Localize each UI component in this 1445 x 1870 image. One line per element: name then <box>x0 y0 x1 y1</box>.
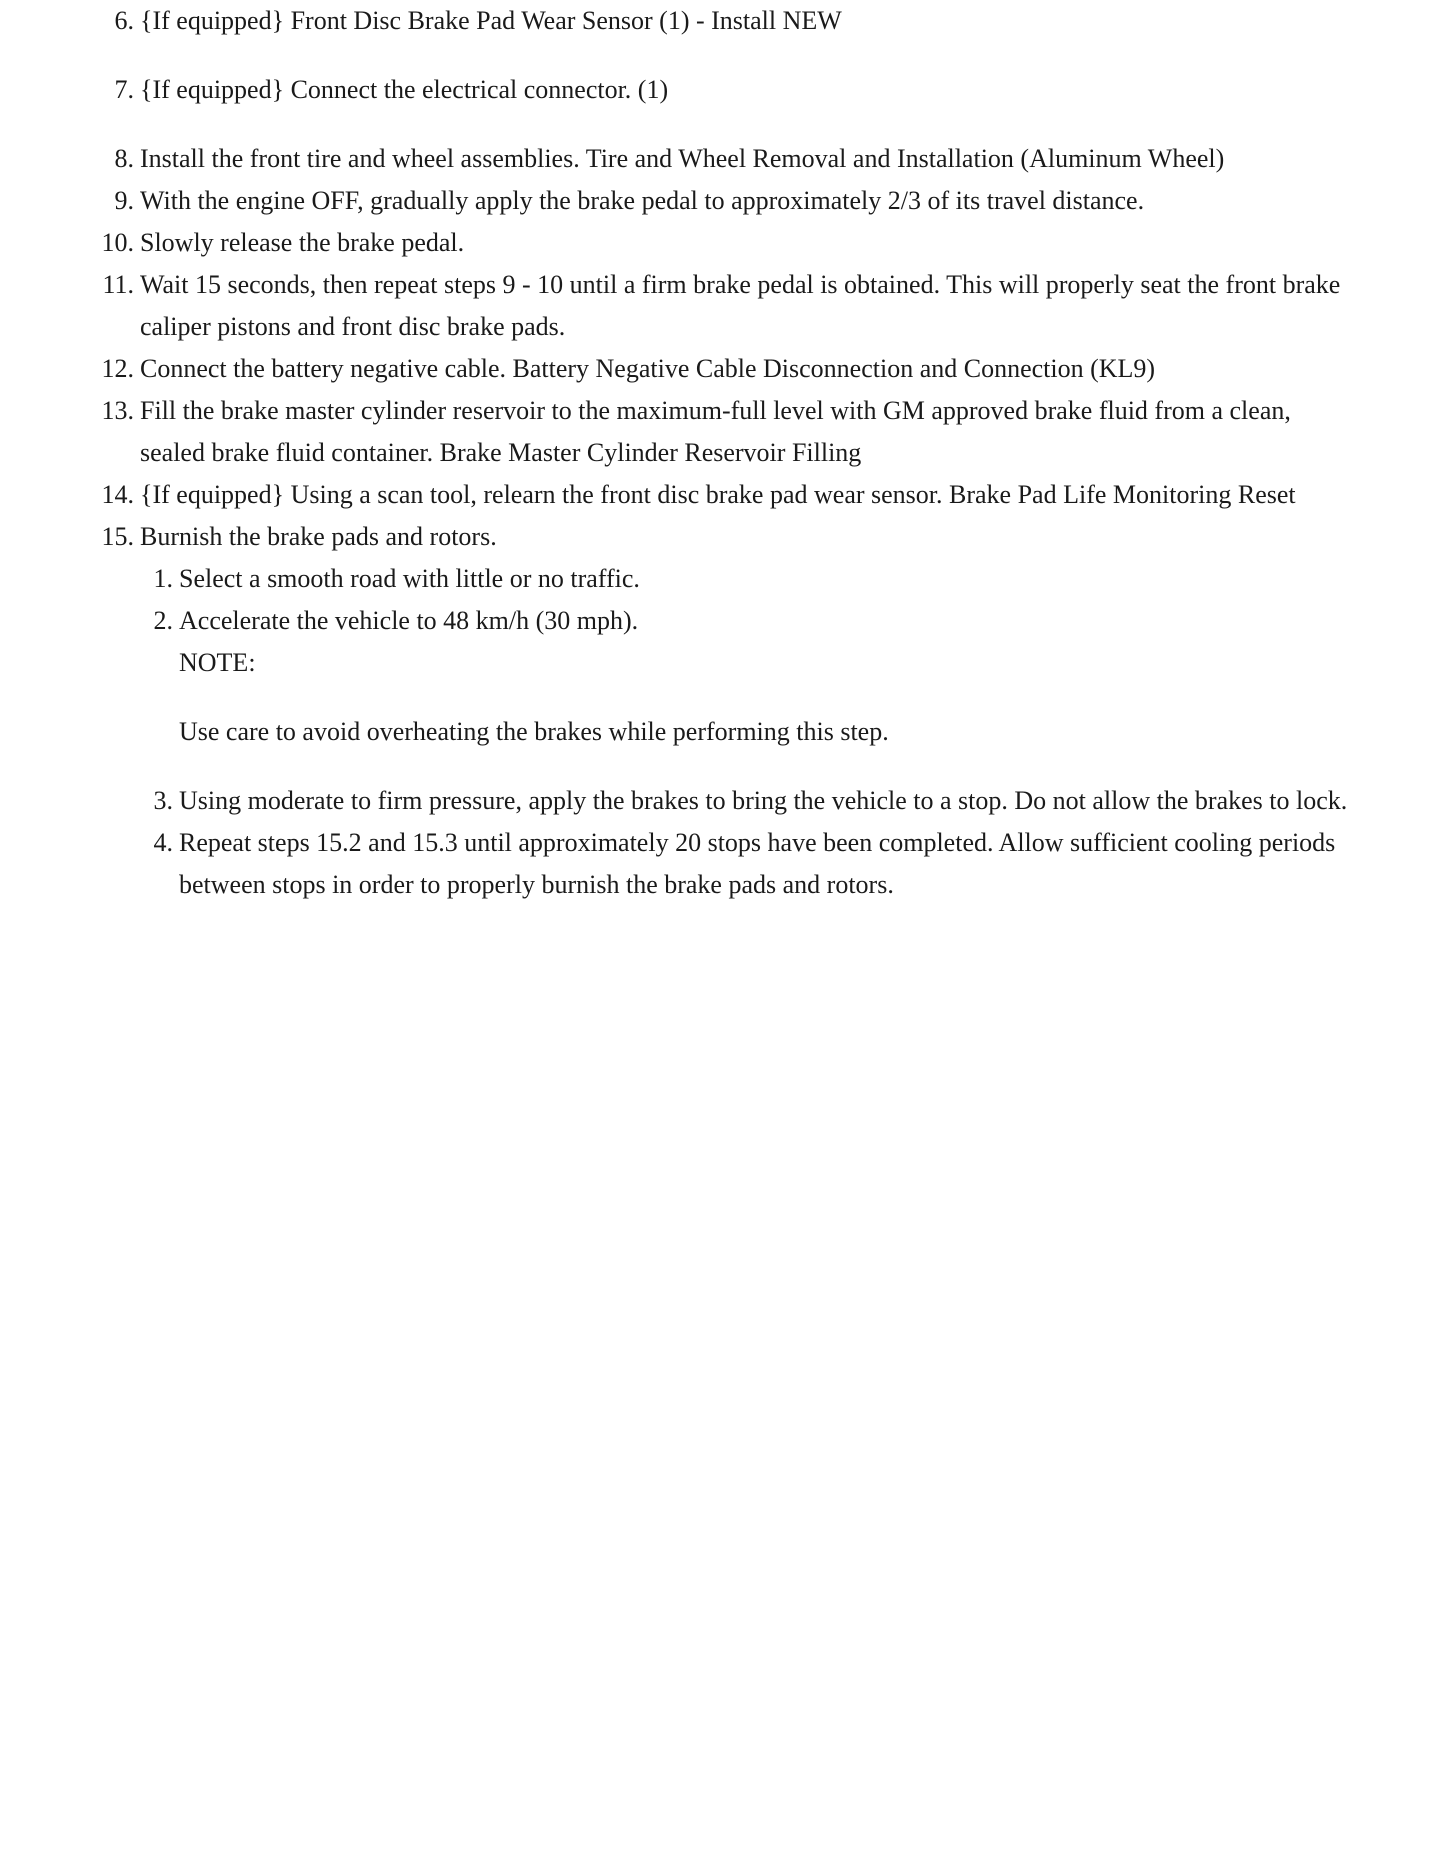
step-text: Fill the brake master cylinder reservoir to the maximum-full level with GM approved brake fluid from a clean, sealed brake fluid container. Brake Master Cylinder Reservoir Filling <box>140 396 1291 467</box>
substep-3 <box>153 780 1350 822</box>
step-14 <box>101 474 1350 516</box>
substep-text: Select a smooth road with little or no traffic. <box>179 564 640 593</box>
substep-number: 1. <box>153 564 173 593</box>
substep-number: 3. <box>153 786 173 815</box>
substep-number: 4. <box>153 828 173 857</box>
step-text: Slowly release the brake pedal. <box>140 228 465 257</box>
step-text: Install the front tire and wheel assemblies. Tire and Wheel Removal and Installation (Aluminum Wheel) <box>140 144 1225 173</box>
step-15 <box>101 516 1350 906</box>
substep-2 <box>153 600 1350 753</box>
step-number: 11. <box>102 270 134 299</box>
step-number: 8. <box>114 144 134 173</box>
substep-1 <box>153 558 1350 600</box>
step-7 <box>114 69 1350 111</box>
step-number: 6. <box>114 6 134 35</box>
step-text: Burnish the brake pads and rotors. <box>140 522 497 551</box>
step-text: {If equipped} Connect the electrical connector. (1) <box>140 75 669 104</box>
step-8 <box>114 138 1350 180</box>
step-number: 12. <box>101 354 134 383</box>
substep-text: Accelerate the vehicle to 48 km/h (30 mph). <box>179 606 639 635</box>
substep-text: Using moderate to firm pressure, apply the brakes to bring the vehicle to a stop. Do not allow the brakes to lock. <box>179 786 1348 815</box>
step-13 <box>101 390 1350 474</box>
note-label: NOTE: <box>179 648 256 677</box>
step-number: 14. <box>101 480 134 509</box>
substep-4 <box>153 822 1350 906</box>
step-text: Connect the battery negative cable. Battery Negative Cable Disconnection and Connection (KL9) <box>140 354 1156 383</box>
procedure-steps-list <box>0 0 1350 906</box>
step-9 <box>114 180 1350 222</box>
step-text: Wait 15 seconds, then repeat steps 9 - 10 until a firm brake pedal is obtained. This will properly seat the front brake caliper pistons and front disc brake pads. <box>140 270 1341 341</box>
step-number: 7. <box>114 75 134 104</box>
burnish-substeps-list <box>140 558 1350 906</box>
procedure-document <box>0 0 1445 906</box>
step-10 <box>101 222 1350 264</box>
step-11 <box>102 264 1350 348</box>
step-6 <box>114 0 1350 42</box>
step-text: {If equipped} Front Disc Brake Pad Wear Sensor (1) - Install NEW <box>140 6 842 35</box>
step-number: 15. <box>101 522 134 551</box>
note-text: Use care to avoid overheating the brakes while performing this step. <box>179 717 889 746</box>
substep-number: 2. <box>153 606 173 635</box>
step-text: With the engine OFF, gradually apply the brake pedal to approximately 2/3 of its travel distance. <box>140 186 1145 215</box>
substep-text: Repeat steps 15.2 and 15.3 until approximately 20 stops have been completed. Allow sufficient cooling periods between stops in order to properly burnish the brake pads and rotors. <box>179 828 1336 899</box>
step-12 <box>101 348 1350 390</box>
step-number: 13. <box>101 396 134 425</box>
step-text: {If equipped} Using a scan tool, relearn the front disc brake pad wear sensor. Brake Pad Life Monitoring Reset <box>140 480 1296 509</box>
step-number: 10. <box>101 228 134 257</box>
step-number: 9. <box>114 186 134 215</box>
